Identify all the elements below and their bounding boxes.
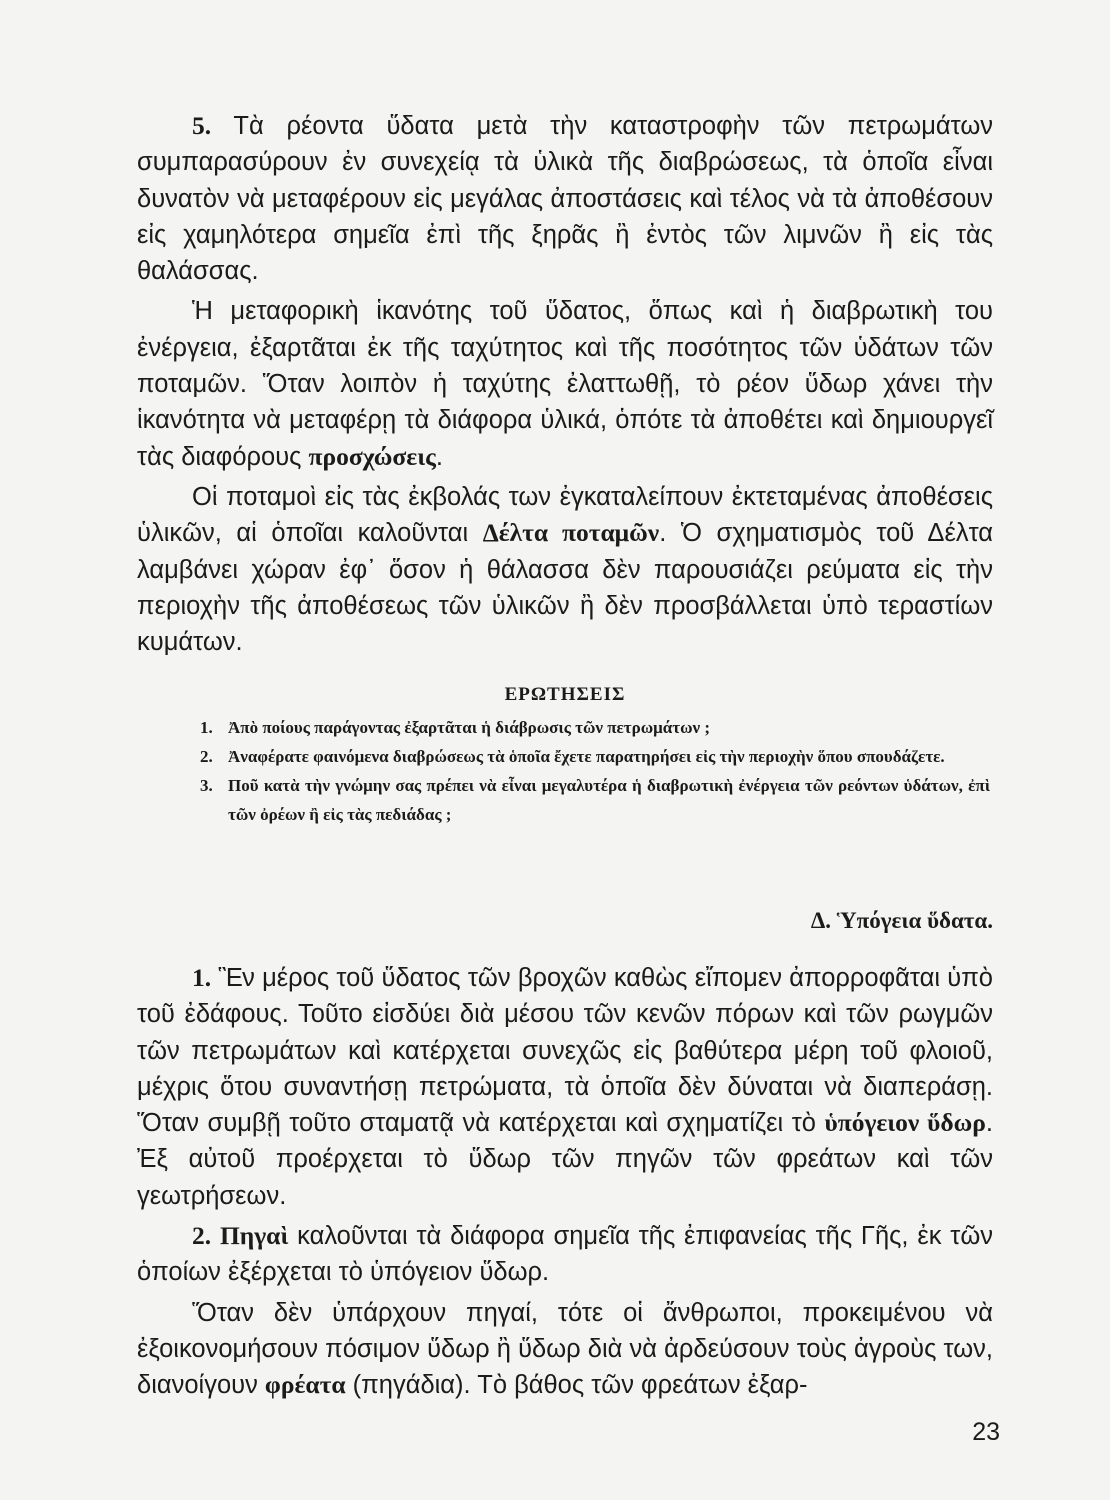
term-pigai: Πηγαὶ — [219, 1221, 289, 1251]
term-proschoseis: προσχώσεις — [308, 441, 436, 471]
term-freata: φρέατα — [264, 1370, 346, 1400]
term-ypogeion-ydor: ὑπόγειον ὕδωρ — [824, 1108, 986, 1138]
section-heading: Δ. Ὑπόγεια ὕδατα. — [810, 908, 993, 933]
question-item: 2. Ἀναφέρατε φαινόμενα διαβρώσεως τὰ ὁποῖα ἔχετε παρατηρήσει εἰς τὴν περιοχὴν ὅπου σπουδάζετε. — [200, 747, 945, 766]
question-item: 1. Ἀπὸ ποίους παράγοντας ἐξαρτᾶται ἡ διάβρωσις τῶν πετρωμάτων ; — [200, 718, 711, 737]
questions-heading: ΕΡΩΤΗΣΕΙΣ — [504, 684, 626, 705]
paragraph-groundwater: 1. Ἓν μέρος τοῦ ὕδατος τῶν βροχῶν καθὼς εἴπομεν ἀπορροφᾶται ὑπὸ τοῦ ἐδάφους. Τοῦτο εἰσδύει διὰ μέσου τῶν κενῶν πόρων καὶ τῶν ρωγμῶν τῶν πετρωμάτων καὶ κατέρχεται συνεχῶς εἰς βαθύτερα μέρη τοῦ φλοιοῦ, μέχρις ὅτου συναντήσῃ πετρώματα, τὰ ὁποῖα δὲν δύναται νὰ διαπεράσῃ. Ὅταν συμβῇ τοῦτο σταματᾷ νὰ κατέρχεται καὶ σχηματίζει τὸ ὑπόγειον ὕδωρ. Ἐξ αὐτοῦ προέρχεται τὸ ὕδωρ τῶν πηγῶν τῶν φρεάτων καὶ τῶν γεωτρήσεων. — [137, 963, 993, 1210]
bottom-text-block — [137, 960, 993, 1408]
paragraph-5: 5. Τὰ ρέοντα ὕδατα μετὰ τὴν καταστροφὴν τῶν πετρωμάτων συμπαρασύρουν ἐν συνεχείᾳ τὰ ὑλικὰ τῆς διαβρώσεως, τὰ ὁποῖα εἶναι δυνατὸν νὰ μεταφέρουν εἰς μεγάλας ἀποστάσεις καὶ τέλος νὰ τὰ ἀποθέσουν εἰς χαμηλότερα σημεῖα ἐπὶ τῆς ξηρᾶς ἢ ἐντὸς τῶν λιμνῶν ἢ εἰς τὰς θαλάσσας. — [137, 111, 994, 286]
term-delta: Δέλτα ποταμῶν — [482, 518, 660, 548]
paragraph-springs: 2. Πηγαὶ καλοῦνται τὰ διάφορα σημεῖα τῆς ἐπιφανείας τῆς Γῆς, ἐκ τῶν ὁποίων ἐξέρχεται τὸ ὑπόγειον ὕδωρ. — [137, 1221, 993, 1287]
questions-block — [200, 680, 990, 829]
paragraph-wells: Ὅταν δὲν ὑπάρχουν πηγαί, τότε οἱ ἄνθρωποι, προκειμένου νὰ ἐξοικονομήσουν πόσιμον ὕδωρ ἢ ὕδωρ διὰ νὰ ἀρδεύσουν τοὺς ἀγροὺς των, διανοίγουν φρέατα (πηγάδια). Τὸ βάθος τῶν φρεάτων ἐξαρ- — [137, 1298, 993, 1400]
top-text-block — [137, 108, 993, 664]
page-number: 23 — [972, 1418, 1000, 1446]
paragraph-transport: Ἡ μεταφορικὴ ἱκανότης τοῦ ὕδατος, ὅπως καὶ ἡ διαβρωτικὴ του ἐνέργεια, ἐξαρτᾶται ἐκ τῆς ταχύτητος καὶ τῆς ποσότητος τῶν ὑδάτων τῶν ποταμῶν. Ὅταν λοιπὸν ἡ ταχύτης ἐλαττωθῇ, τὸ ρέον ὕδωρ χάνει τὴν ἱκανότητα νὰ μεταφέρῃ τὰ διάφορα ὑλικά, ὁπότε τὰ ἀποθέτει καὶ δημιουργεῖ τὰς διαφόρους προσχώσεις. — [137, 297, 993, 471]
paragraph-delta: Οἱ ποταμοὶ εἰς τὰς ἐκβολάς των ἐγκαταλείπουν ἐκτεταμένας ἀποθέσεις ὑλικῶν, αἱ ὁποῖαι καλοῦνται Δέλτα ποταμῶν. Ὁ σχηματισμὸς τοῦ Δέλτα λαμβάνει χώραν ἐφ᾽ ὅσον ἡ θάλασσα δὲν παρουσιάζει ρεύματα εἰς τὴν περιοχὴν τῆς ἀποθέσεως τῶν ὑλικῶν ἢ δὲν προσβάλλεται ὑπὸ τεραστίων κυμάτων. — [137, 482, 994, 657]
question-item: 3. Ποῦ κατὰ τὴν γνώμην σας πρέπει νὰ εἶναι μεγαλυτέρα ἡ διαβρωτικὴ ἐνέργεια τῶν ρεόντων ὑδάτων, ἐπὶ τῶν ὀρέων ἢ εἰς τὰς πεδιάδας ; — [200, 776, 990, 824]
